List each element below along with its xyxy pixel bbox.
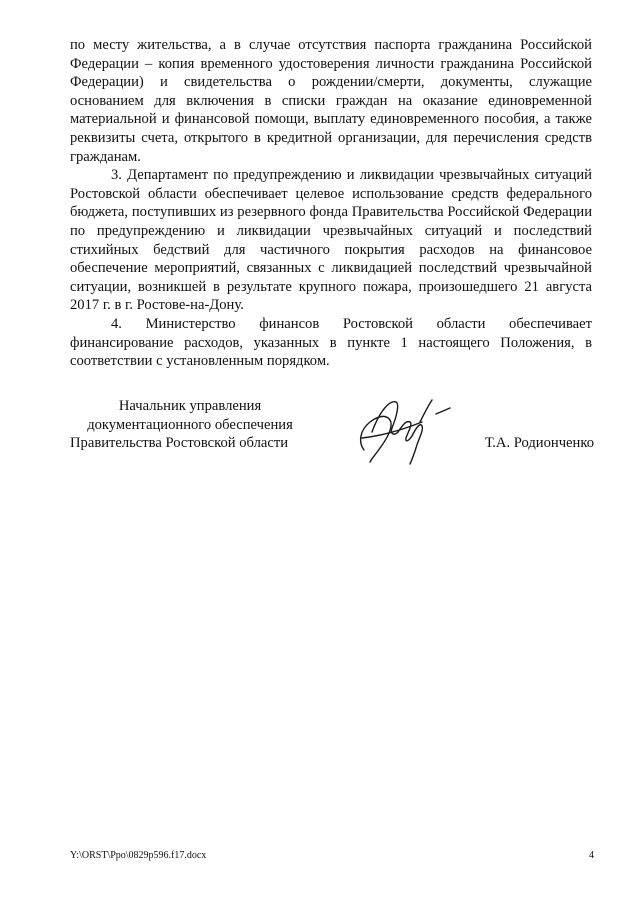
signer-name: Т.А. Родионченко bbox=[484, 435, 594, 451]
signatory-position bbox=[70, 397, 310, 453]
footer-file-path: Y:\ORST\Ppo\0829p596.f17.docx bbox=[70, 850, 207, 861]
position-line-3: Правительства Ростовской области bbox=[70, 435, 289, 452]
handwritten-signature bbox=[350, 392, 455, 467]
paragraph-continuation: по месту жительства, а в случае отсутствия паспорта гражданина Российской Федерации – копия временного удостоверения личности гражданина Российской Федерации) и свидетельства о рождении/смерти, документы, служащие основанием для включения в списки граждан на оказание единовременной материальной и финансовой помощи, выплату единовременного пособия, а также реквизиты счета, открытого в кредитной организации, для перечисления средств гражданам. bbox=[70, 37, 592, 165]
position-line-2: документационного обеспечения bbox=[87, 416, 293, 433]
document-body bbox=[70, 36, 592, 371]
paragraph-item-3: 3. Департамент по предупреждению и ликвидации чрезвычайных ситуаций Ростовской области обеспечивает целевое использование средств федерального бюджета, поступивших из резервного фонда Правительства Российской Федерации по предупреждению и ликвидации чрезвычайных ситуаций и последствий стихийных бедствий для частичного покрытия расходов на финансовое обеспечение мероприятий, связанных с ликвидацией последствий чрезвычайной ситуации, возникшей в результате крупного пожара, произошедшего 21 августа 2017 г. в г. Ростове-на-Дону. bbox=[70, 167, 592, 314]
paragraph-item-4: 4. Министерство финансов Ростовской области обеспечивает финансирование расходов, указанных в пункте 1 настоящего Положения, в соответствии с установленным порядком. bbox=[70, 315, 592, 370]
position-line-1: Начальник управления bbox=[118, 398, 262, 414]
page-number: 4 bbox=[589, 850, 594, 861]
